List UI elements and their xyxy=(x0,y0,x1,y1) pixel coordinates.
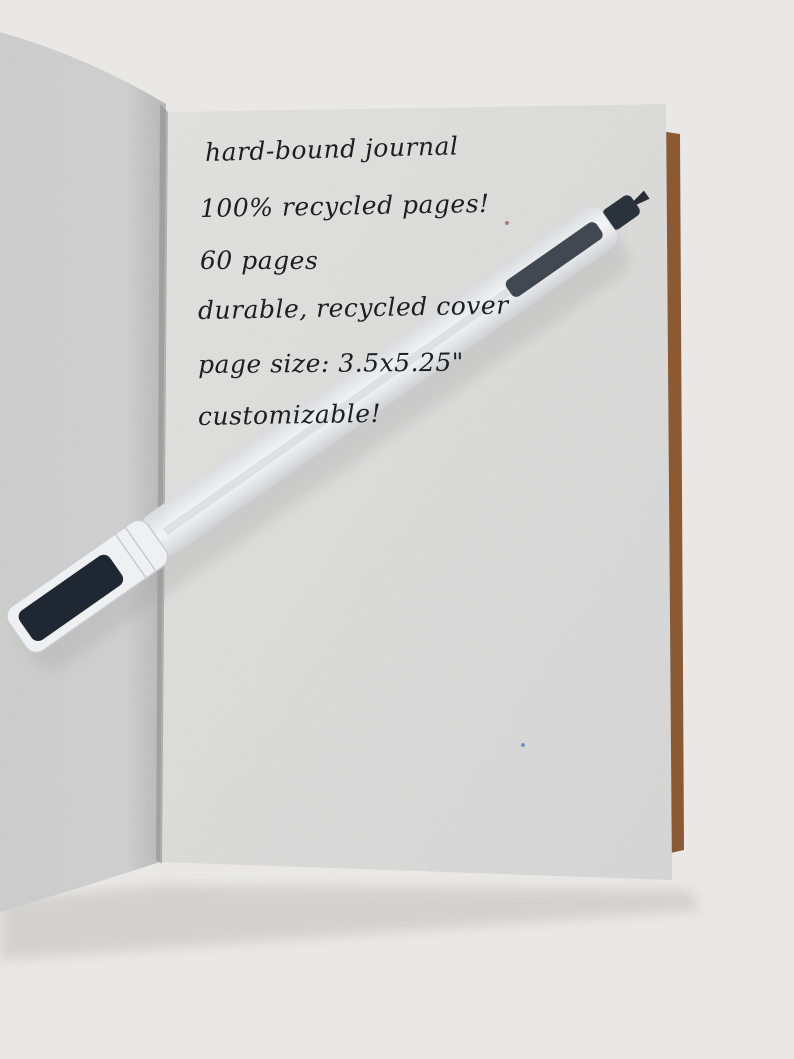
note-line-customizable: customizable! xyxy=(197,398,382,431)
note-line-cover: durable, recycled cover xyxy=(197,290,509,325)
note-line-page-size: page size: 3.5x5.25" xyxy=(197,347,464,379)
paper-speck xyxy=(521,743,525,747)
note-line-hard-bound: hard-bound journal xyxy=(204,131,459,167)
paper-speck xyxy=(505,221,509,225)
left-page xyxy=(0,32,166,912)
note-line-recycled-pages: 100% recycled pages! xyxy=(199,188,490,223)
note-line-page-count: 60 pages xyxy=(200,246,319,275)
